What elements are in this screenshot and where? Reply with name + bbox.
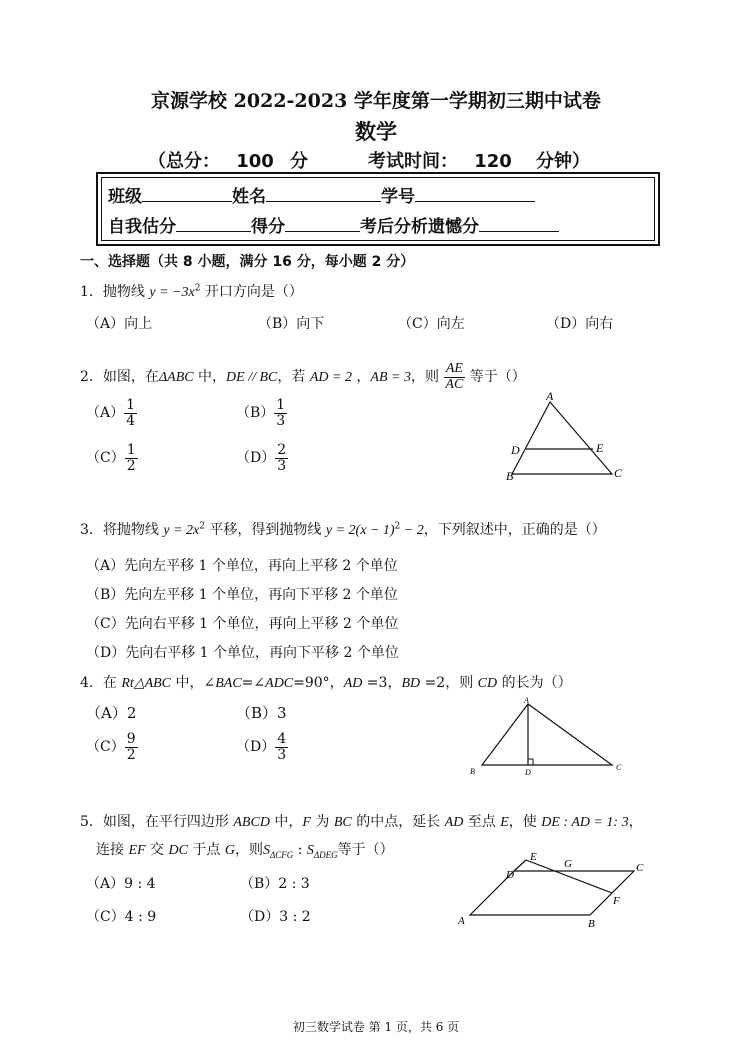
q1-option-a[interactable]: （A）向上 <box>86 316 153 332</box>
question-4: 4．在 Rt△ABC 中，∠BAC=∠ADC=90°，AD =3，BD =2，则 CD 的长为（） <box>80 675 572 691</box>
question-1: 1．抛物线 $y = -3x^2$ 开口方向是（） <box>80 283 303 300</box>
q2-option-d[interactable]: （D） $\frac{2}{3}$ <box>236 442 287 474</box>
regret-score-field[interactable] <box>479 215 559 232</box>
label-a: A <box>546 389 554 403</box>
q1-option-b[interactable]: （B）向下 <box>258 316 325 332</box>
q5-option-b[interactable]: （B）2 : 3 <box>240 876 310 892</box>
q3-option-c[interactable]: （C）先向右平移 1 个单位，再向上平移 2 个单位 <box>86 616 399 632</box>
label-f: F <box>613 895 620 907</box>
q2-option-a[interactable]: （A） $\frac{1}{4}$ <box>86 397 136 429</box>
q1-option-c[interactable]: （C）向左 <box>398 316 465 332</box>
section-heading: 一、选择题（共 8 小题，满分 16 分，每小题 2 分） <box>80 254 415 270</box>
q5-parallelogram-figure <box>450 848 650 930</box>
label-a: A <box>458 915 465 927</box>
parallelogram-abcd <box>470 871 634 915</box>
label-d: D <box>525 768 531 777</box>
label-b: B <box>506 469 514 483</box>
q5-option-a[interactable]: （A）9 : 4 <box>86 876 156 892</box>
q3-option-b[interactable]: （B）先向左平移 1 个单位，再向下平移 2 个单位 <box>86 587 398 603</box>
right-angle-mark <box>528 759 533 765</box>
q5-option-d[interactable]: （D）3 : 2 <box>240 909 311 925</box>
triangle-abc <box>512 402 612 474</box>
q2-triangle-figure <box>500 388 630 488</box>
label-e: E <box>530 851 537 863</box>
q4-right-triangle-figure <box>462 694 632 778</box>
q4-option-c[interactable]: （C） $\frac{9}{2}$ <box>86 731 136 763</box>
exam-title: 京源学校 2022-2023 学年度第一学期初三期中试卷 <box>151 90 601 112</box>
info-row-1 <box>108 182 535 207</box>
exam-time-value: 120 <box>458 151 528 173</box>
label-d: D <box>506 869 514 881</box>
student-id-label: 学号 <box>381 187 415 207</box>
total-score-value: 100 <box>220 151 290 173</box>
self-estimate-field[interactable] <box>176 215 251 232</box>
class-label: 班级 <box>108 187 142 207</box>
triangle-abc <box>482 704 612 765</box>
subject-title: 数学 <box>355 119 397 144</box>
label-a: A <box>524 696 529 705</box>
student-info-box <box>96 172 660 246</box>
q3-option-d[interactable]: （D）先向右平移 1 个单位，再向下平移 2 个单位 <box>86 645 399 661</box>
name-label: 姓名 <box>232 187 266 207</box>
q2-option-b[interactable]: （B） $\frac{1}{3}$ <box>236 397 286 429</box>
q4-option-d[interactable]: （D） $\frac{4}{3}$ <box>236 731 287 763</box>
self-estimate-label: 自我估分 <box>108 217 176 237</box>
label-d: D <box>511 443 520 457</box>
label-c: C <box>616 763 622 772</box>
name-field[interactable] <box>266 185 381 202</box>
student-id-field[interactable] <box>415 185 535 202</box>
label-c: C <box>636 862 644 874</box>
question-5-line-1: 5．如图，在平行四边形 ABCD 中，F 为 BC 的中点，延长 AD 至点 E，使 DE : AD = 1: 3， <box>80 814 643 830</box>
label-c: C <box>614 466 623 480</box>
label-e: E <box>596 441 604 455</box>
ae-over-ac-fraction: $\frac{AE}{AC}$ <box>445 360 464 392</box>
info-row-2 <box>108 212 559 237</box>
question-2: 2．如图，在ΔABC 中，DE // BC，若 AD = 2 ，AB = 3，则 $\frac{AE}{AC}$ 等于（） <box>80 360 526 392</box>
q5-option-c[interactable]: （C）4 : 9 <box>86 909 157 925</box>
score-label: 得分 <box>251 217 285 237</box>
question-5-line-2: 连接 EF 交 DC 于点 G，则$S_{\Delta CFG}$ : $S_{\Delta DEG}$等于（） <box>96 842 394 860</box>
q2-option-c[interactable]: （C） $\frac{1}{2}$ <box>86 442 136 474</box>
question-3: 3．将抛物线 $y = 2x^2$ 平移，得到抛物线 $y = 2(x - 1)^2 - 2$，下列叙述中，正确的是（） <box>80 521 606 538</box>
class-field[interactable] <box>142 185 232 202</box>
score-time-line: （总分： 100 分 考试时间： 120 分钟） <box>148 151 590 172</box>
label-b: B <box>588 918 595 930</box>
q4-option-b[interactable]: （B）3 <box>236 704 287 722</box>
q3-option-a[interactable]: （A）先向左平移 1 个单位，再向上平移 2 个单位 <box>86 558 398 574</box>
regret-score-label: 考后分析遗憾分 <box>360 217 479 237</box>
score-field[interactable] <box>285 215 360 232</box>
q4-option-a[interactable]: （A）2 <box>86 704 137 722</box>
label-g: G <box>564 858 572 870</box>
q1-option-d[interactable]: （D）向右 <box>546 316 614 332</box>
extension-de <box>514 860 526 871</box>
page-footer: 初三数学试卷 第 1 页，共 6 页 <box>292 1020 460 1034</box>
label-b: B <box>470 767 475 776</box>
